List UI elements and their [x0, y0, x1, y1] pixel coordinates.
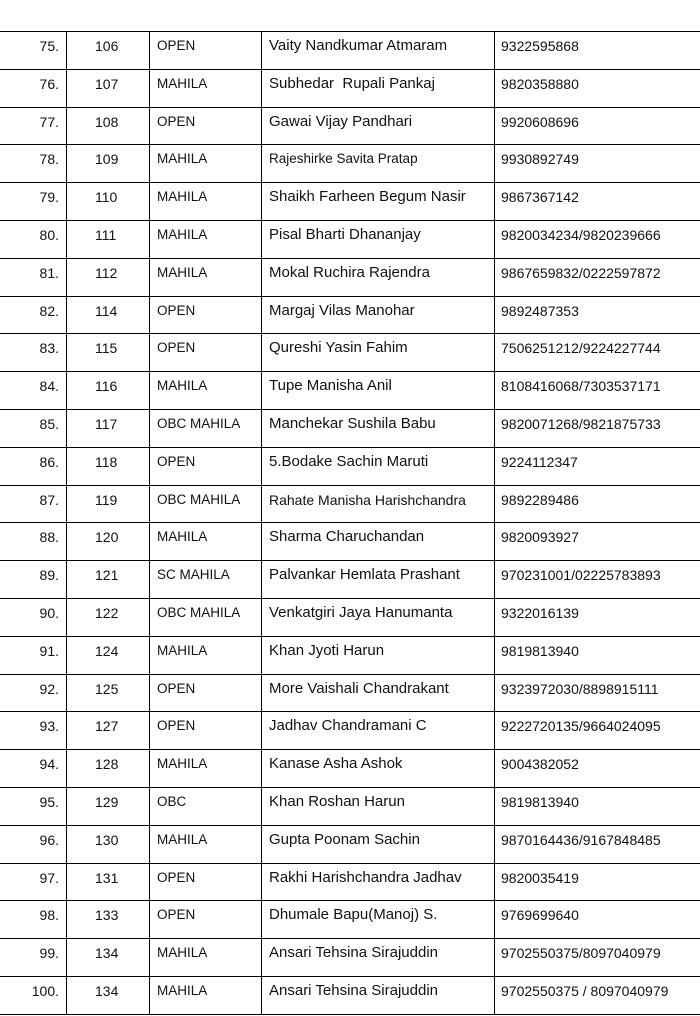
ward-cell — [67, 787, 150, 825]
ward-number: 108 — [95, 113, 119, 130]
member-name: Rajeshirke Savita Pratap — [269, 151, 418, 167]
ward-cell — [67, 863, 150, 901]
phone-cell — [495, 863, 700, 901]
ward-cell — [67, 334, 150, 372]
name-cell — [262, 750, 495, 788]
name-cell — [262, 372, 495, 410]
ward-cell — [67, 69, 150, 107]
table-row — [0, 750, 700, 788]
phone-number: 9820035419 — [501, 869, 579, 886]
table-body — [0, 32, 700, 1015]
category-cell — [150, 334, 262, 372]
name-cell — [262, 901, 495, 939]
serial-cell — [0, 485, 67, 523]
category-cell — [150, 409, 262, 447]
ward-cell — [67, 220, 150, 258]
phone-number: 9870164436/9167848485 — [501, 831, 661, 848]
serial-cell — [0, 296, 67, 334]
table-row — [0, 296, 700, 334]
serial-cell — [0, 976, 67, 1014]
name-cell — [262, 712, 495, 750]
category-cell — [150, 976, 262, 1014]
table-row — [0, 939, 700, 977]
serial-number: 83. — [39, 340, 59, 357]
member-name: Palvankar Hemlata Prashant — [269, 566, 460, 584]
serial-cell — [0, 258, 67, 296]
ward-number: 112 — [95, 264, 118, 281]
serial-number: 84. — [39, 378, 59, 395]
reservation-category: OPEN — [157, 38, 196, 53]
name-cell — [262, 825, 495, 863]
ward-number: 133 — [95, 907, 119, 924]
ward-number: 130 — [95, 831, 119, 848]
name-cell — [262, 107, 495, 145]
phone-number: 9702550375/8097040979 — [501, 945, 661, 962]
member-name: Jadhav Chandramani C — [269, 717, 427, 735]
serial-number: 91. — [39, 642, 59, 659]
serial-number: 81. — [39, 264, 59, 281]
phone-cell — [495, 750, 700, 788]
table-row — [0, 145, 700, 183]
phone-cell — [495, 598, 700, 636]
category-cell — [150, 863, 262, 901]
phone-cell — [495, 485, 700, 523]
ward-cell — [67, 372, 150, 410]
name-cell — [262, 561, 495, 599]
table-row — [0, 598, 700, 636]
serial-number: 90. — [39, 604, 59, 621]
member-name: Manchekar Sushila Babu — [269, 414, 436, 432]
serial-cell — [0, 787, 67, 825]
phone-cell — [495, 296, 700, 334]
table-row — [0, 523, 700, 561]
name-cell — [262, 636, 495, 674]
member-name: Mokal Ruchira Rajendra — [269, 263, 430, 281]
name-cell — [262, 296, 495, 334]
ward-number: 107 — [95, 75, 119, 92]
ward-cell — [67, 636, 150, 674]
serial-number: 88. — [39, 529, 59, 546]
phone-number: 9819813940 — [501, 793, 579, 810]
category-cell — [150, 901, 262, 939]
table-row — [0, 334, 700, 372]
serial-cell — [0, 598, 67, 636]
phone-number: 9769699640 — [501, 907, 579, 924]
phone-number: 9224112347 — [501, 453, 578, 470]
member-name: Tupe Manisha Anil — [269, 377, 392, 395]
phone-cell — [495, 409, 700, 447]
name-cell — [262, 183, 495, 221]
table-row — [0, 636, 700, 674]
member-name: Khan Jyoti Harun — [269, 641, 385, 659]
category-cell — [150, 372, 262, 410]
phone-cell — [495, 447, 700, 485]
reservation-category: OPEN — [157, 718, 196, 734]
member-name: Ansari Tehsina Sirajuddin — [269, 944, 438, 962]
serial-number: 85. — [39, 415, 59, 432]
phone-number: 9222720135/9664024095 — [501, 718, 661, 735]
ward-number: 128 — [95, 756, 119, 773]
serial-cell — [0, 674, 67, 712]
phone-cell — [495, 258, 700, 296]
ward-cell — [67, 939, 150, 977]
phone-number: 8108416068/7303537171 — [501, 378, 661, 395]
serial-cell — [0, 863, 67, 901]
ward-cell — [67, 485, 150, 523]
table-row — [0, 183, 700, 221]
serial-cell — [0, 145, 67, 183]
phone-number: 9323972030/8898915111 — [501, 680, 659, 697]
member-name: Rakhi Harishchandra Jadhav — [269, 868, 462, 886]
phone-number: 970231001/02225783893 — [501, 567, 661, 584]
reservation-category: MAHILA — [157, 982, 208, 998]
table-row — [0, 409, 700, 447]
serial-number: 99. — [39, 945, 59, 962]
serial-number: 89. — [39, 567, 59, 584]
phone-cell — [495, 939, 700, 977]
ward-cell — [67, 107, 150, 145]
serial-cell — [0, 825, 67, 863]
category-cell — [150, 69, 262, 107]
ward-number: 119 — [95, 491, 118, 508]
serial-cell — [0, 69, 67, 107]
serial-cell — [0, 220, 67, 258]
reservation-category: MAHILA — [157, 226, 208, 242]
serial-number: 87. — [39, 491, 59, 508]
ward-cell — [67, 561, 150, 599]
category-cell — [150, 787, 262, 825]
serial-cell — [0, 636, 67, 674]
ward-number: 117 — [95, 415, 118, 432]
phone-number: 9867367142 — [501, 189, 579, 206]
phone-cell — [495, 334, 700, 372]
table-row — [0, 901, 700, 939]
name-cell — [262, 598, 495, 636]
name-cell — [262, 145, 495, 183]
name-cell — [262, 863, 495, 901]
category-cell — [150, 32, 262, 70]
serial-number: 98. — [39, 907, 59, 924]
phone-number: 9819813940 — [501, 642, 579, 659]
table-row — [0, 976, 700, 1014]
serial-number: 95. — [39, 793, 59, 810]
serial-cell — [0, 372, 67, 410]
reservation-category: OPEN — [157, 907, 196, 923]
category-cell — [150, 258, 262, 296]
table-row — [0, 258, 700, 296]
reservation-category: OBC MAHILA — [157, 415, 241, 431]
ward-number: 134 — [95, 945, 119, 962]
table-row — [0, 447, 700, 485]
ward-number: 106 — [95, 38, 119, 54]
phone-number: 9867659832/0222597872 — [501, 264, 661, 281]
table-row — [0, 561, 700, 599]
phone-number: 9820093927 — [501, 529, 579, 546]
reservation-category: OPEN — [157, 113, 196, 129]
serial-number: 97. — [39, 869, 59, 886]
member-name: Rahate Manisha Harishchandra — [269, 491, 466, 508]
reservation-category: OBC MAHILA — [157, 604, 241, 620]
phone-cell — [495, 787, 700, 825]
table-row — [0, 485, 700, 523]
serial-cell — [0, 523, 67, 561]
serial-cell — [0, 561, 67, 599]
member-name: Sharma Charuchandan — [269, 528, 425, 546]
ward-cell — [67, 258, 150, 296]
ward-cell — [67, 447, 150, 485]
name-cell — [262, 258, 495, 296]
reservation-category: OPEN — [157, 869, 196, 885]
reservation-category: OPEN — [157, 453, 196, 469]
serial-number: 75. — [39, 38, 59, 54]
ward-cell — [67, 296, 150, 334]
ward-number: 121 — [95, 567, 119, 584]
reservation-category: MAHILA — [157, 264, 208, 280]
category-cell — [150, 825, 262, 863]
phone-cell — [495, 901, 700, 939]
member-name: Vaity Nandkumar Atmaram — [269, 37, 448, 54]
serial-number: 96. — [39, 831, 59, 848]
serial-number: 86. — [39, 453, 59, 470]
reservation-category: MAHILA — [157, 945, 208, 961]
phone-number: 9920608696 — [501, 113, 579, 130]
ward-number: 114 — [95, 302, 118, 319]
serial-cell — [0, 939, 67, 977]
phone-number: 9820071268/9821875733 — [501, 415, 661, 432]
phone-cell — [495, 69, 700, 107]
table-row — [0, 674, 700, 712]
reservation-category: MAHILA — [157, 378, 208, 394]
ward-cell — [67, 523, 150, 561]
name-cell — [262, 485, 495, 523]
serial-cell — [0, 334, 67, 372]
serial-cell — [0, 32, 67, 70]
phone-number: 9820034234/9820239666 — [501, 226, 661, 243]
name-cell — [262, 409, 495, 447]
ward-number: 129 — [95, 793, 119, 810]
serial-number: 92. — [39, 680, 59, 697]
category-cell — [150, 183, 262, 221]
category-cell — [150, 674, 262, 712]
phone-number: 9892289486 — [501, 491, 579, 508]
category-cell — [150, 636, 262, 674]
name-cell — [262, 220, 495, 258]
ward-number: 120 — [95, 529, 119, 546]
ward-number: 118 — [95, 453, 118, 470]
serial-number: 80. — [39, 226, 59, 243]
ward-cell — [67, 32, 150, 70]
ward-cell — [67, 409, 150, 447]
member-name: Khan Roshan Harun — [269, 792, 405, 810]
serial-cell — [0, 712, 67, 750]
member-name: Shaikh Farheen Begum Nasir — [269, 188, 466, 206]
phone-cell — [495, 32, 700, 70]
ward-number: 122 — [95, 604, 119, 621]
ward-number: 115 — [95, 340, 118, 357]
ward-cell — [67, 976, 150, 1014]
category-cell — [150, 296, 262, 334]
reservation-category: OPEN — [157, 302, 196, 318]
phone-number: 9322016139 — [501, 604, 579, 621]
table-row — [0, 787, 700, 825]
reservation-category: MAHILA — [157, 189, 208, 205]
serial-number: 78. — [39, 151, 59, 168]
member-name: Gawai Vijay Pandhari — [269, 112, 413, 130]
ward-number: 125 — [95, 680, 119, 697]
reservation-category: MAHILA — [157, 151, 208, 167]
phone-cell — [495, 220, 700, 258]
serial-number: 82. — [39, 302, 59, 319]
reservation-category: OBC MAHILA — [157, 491, 241, 507]
member-name: Dhumale Bapu(Manoj) S. — [269, 906, 438, 924]
ward-cell — [67, 674, 150, 712]
category-cell — [150, 220, 262, 258]
table-row — [0, 107, 700, 145]
phone-cell — [495, 107, 700, 145]
member-name: 5.Bodake Sachin Maruti — [269, 452, 429, 470]
name-cell — [262, 334, 495, 372]
serial-number: 77. — [39, 113, 59, 130]
serial-number: 76. — [39, 75, 59, 92]
name-cell — [262, 523, 495, 561]
category-cell — [150, 107, 262, 145]
phone-number: 9930892749 — [501, 151, 579, 168]
ward-number: 131 — [95, 869, 119, 886]
phone-number: 9702550375 / 8097040979 — [501, 982, 669, 999]
reservation-category: MAHILA — [157, 529, 208, 545]
category-cell — [150, 523, 262, 561]
reservation-category: OPEN — [157, 340, 196, 356]
phone-cell — [495, 372, 700, 410]
corporator-contact-table — [0, 31, 700, 1015]
table-row — [0, 825, 700, 863]
ward-number: 127 — [95, 718, 119, 735]
reservation-category: OBC — [157, 793, 187, 809]
member-name: Venkatgiri Jaya Hanumanta — [269, 603, 453, 621]
phone-cell — [495, 561, 700, 599]
ward-number: 134 — [95, 982, 119, 999]
ward-number: 109 — [95, 151, 119, 168]
name-cell — [262, 787, 495, 825]
ward-cell — [67, 145, 150, 183]
category-cell — [150, 939, 262, 977]
category-cell — [150, 447, 262, 485]
member-name: Gupta Poonam Sachin — [269, 830, 420, 848]
serial-number: 79. — [39, 189, 59, 206]
ward-number: 116 — [95, 378, 118, 395]
reservation-category: MAHILA — [157, 756, 208, 772]
member-name: Kanase Asha Ashok — [269, 755, 403, 773]
name-cell — [262, 447, 495, 485]
serial-cell — [0, 409, 67, 447]
table-row — [0, 372, 700, 410]
member-name: Subhedar Rupali Pankaj — [269, 74, 435, 92]
reservation-category: MAHILA — [157, 642, 208, 658]
phone-cell — [495, 523, 700, 561]
phone-number: 9820358880 — [501, 75, 579, 92]
serial-cell — [0, 901, 67, 939]
phone-cell — [495, 825, 700, 863]
phone-cell — [495, 145, 700, 183]
ward-cell — [67, 598, 150, 636]
serial-cell — [0, 183, 67, 221]
phone-cell — [495, 976, 700, 1014]
serial-number: 100. — [31, 982, 59, 999]
ward-cell — [67, 712, 150, 750]
ward-number: 110 — [95, 189, 118, 206]
ward-number: 124 — [95, 642, 119, 659]
member-name: Margaj Vilas Manohar — [269, 301, 415, 319]
phone-cell — [495, 636, 700, 674]
category-cell — [150, 485, 262, 523]
reservation-category: MAHILA — [157, 75, 208, 91]
category-cell — [150, 712, 262, 750]
name-cell — [262, 674, 495, 712]
member-name: Ansari Tehsina Sirajuddin — [269, 981, 438, 999]
phone-cell — [495, 183, 700, 221]
ward-number: 111 — [95, 226, 117, 243]
name-cell — [262, 976, 495, 1014]
member-name: Qureshi Yasin Fahim — [269, 339, 408, 357]
phone-cell — [495, 712, 700, 750]
name-cell — [262, 32, 495, 70]
category-cell — [150, 750, 262, 788]
table-row — [0, 712, 700, 750]
phone-number: 9892487353 — [501, 302, 579, 319]
serial-cell — [0, 750, 67, 788]
reservation-category: MAHILA — [157, 831, 208, 847]
member-name: More Vaishali Chandrakant — [269, 679, 449, 697]
ward-cell — [67, 825, 150, 863]
phone-number: 7506251212/9224227744 — [501, 340, 661, 357]
serial-number: 93. — [39, 718, 59, 735]
phone-number: 9004382052 — [501, 756, 579, 773]
ward-cell — [67, 183, 150, 221]
phone-cell — [495, 674, 700, 712]
phone-number: 9322595868 — [501, 38, 579, 54]
serial-number: 94. — [39, 756, 59, 773]
ward-cell — [67, 750, 150, 788]
reservation-category: OPEN — [157, 680, 196, 696]
table-row — [0, 220, 700, 258]
table-row — [0, 69, 700, 107]
table-row — [0, 863, 700, 901]
category-cell — [150, 598, 262, 636]
name-cell — [262, 69, 495, 107]
serial-cell — [0, 447, 67, 485]
table-row — [0, 32, 700, 70]
ward-cell — [67, 901, 150, 939]
serial-cell — [0, 107, 67, 145]
name-cell — [262, 939, 495, 977]
member-name: Pisal Bharti Dhananjay — [269, 225, 421, 243]
category-cell — [150, 145, 262, 183]
category-cell — [150, 561, 262, 599]
reservation-category: SC MAHILA — [157, 567, 230, 583]
